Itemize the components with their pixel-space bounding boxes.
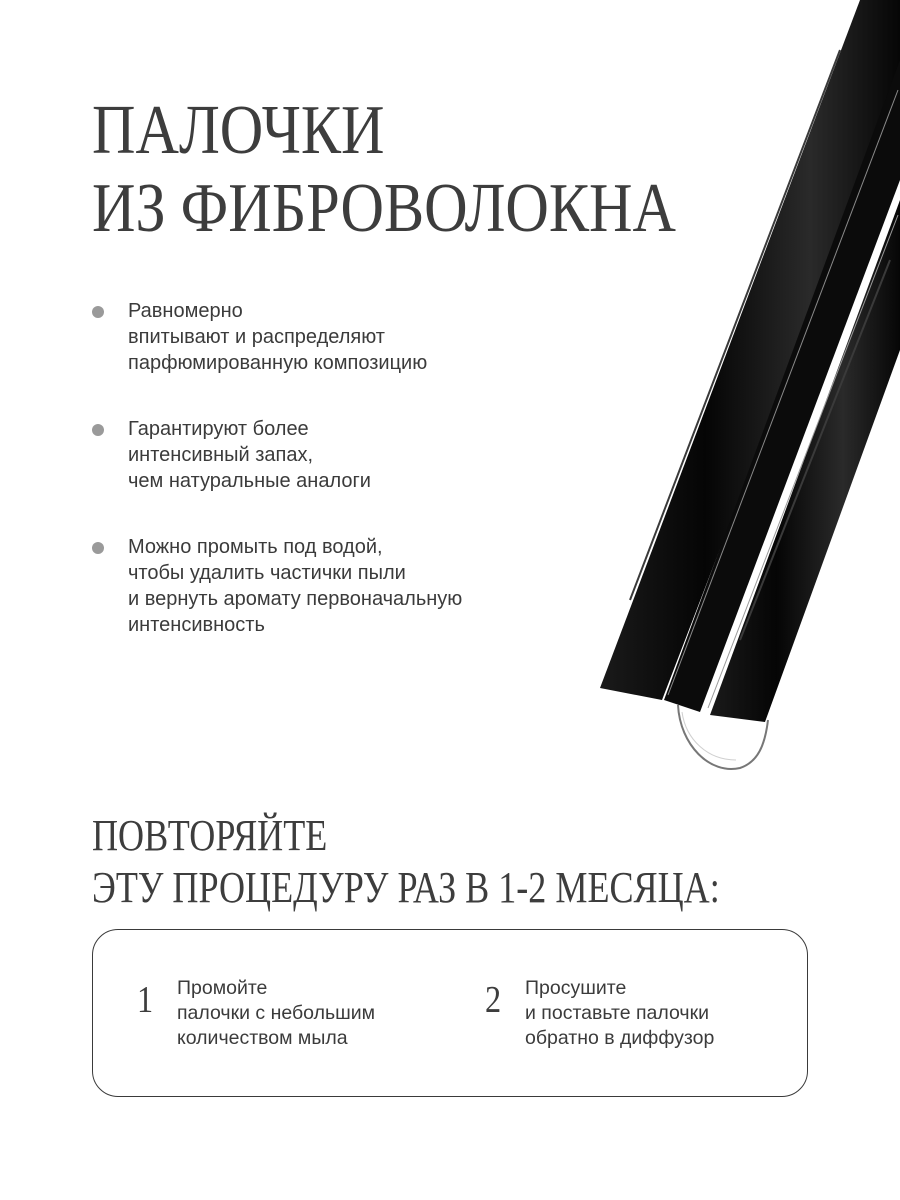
feature-text: Равномерно xyxy=(128,300,243,322)
feature-item xyxy=(92,534,572,638)
step-number: 1 xyxy=(137,979,154,1021)
step-number: 2 xyxy=(485,979,502,1021)
bullet-dot-icon xyxy=(92,542,104,554)
feature-text: впитывают и распределяют xyxy=(128,326,385,348)
instructions-title-line-1: ПОВТОРЯЙТЕ xyxy=(92,811,328,860)
step-text-line: палочки с небольшим xyxy=(177,1002,376,1024)
step-1 xyxy=(137,976,375,1051)
feature-item xyxy=(92,298,572,376)
feature-text: парфюмированную композицию xyxy=(128,352,428,374)
instructions-title-line-2: ЭТУ ПРОЦЕДУРУ РАЗ В 1-2 МЕСЯЦА: xyxy=(92,863,720,912)
feature-text: и вернуть аромату первоначальную xyxy=(128,588,463,610)
feature-list xyxy=(92,298,572,678)
step-text-line: обратно в диффузор xyxy=(525,1027,715,1049)
feature-text: чем натуральные аналоги xyxy=(128,470,371,492)
bullet-dot-icon xyxy=(92,306,104,318)
step-text-line: количеством мыла xyxy=(177,1027,348,1049)
step-text xyxy=(177,976,375,1051)
title-line-1: ПАЛОЧКИ xyxy=(92,92,385,169)
reed-sticks-image xyxy=(590,0,900,790)
feature-item xyxy=(92,416,572,494)
page-title xyxy=(92,92,676,248)
step-2 xyxy=(485,976,714,1051)
step-text-line: и поставьте палочки xyxy=(525,1002,709,1024)
feature-text: интенсивность xyxy=(128,614,265,636)
feature-text: интенсивный запах, xyxy=(128,444,314,466)
instructions-title xyxy=(92,810,720,914)
bullet-dot-icon xyxy=(92,424,104,436)
title-line-2: ИЗ ФИБРОВОЛОКНА xyxy=(92,170,677,247)
step-text-line: Промойте xyxy=(177,977,268,999)
feature-text: чтобы удалить частички пыли xyxy=(128,562,406,584)
instructions-card xyxy=(92,929,808,1097)
step-text-line: Просушите xyxy=(525,977,627,999)
feature-text: Гарантируют более xyxy=(128,418,309,440)
feature-text: Можно промыть под водой, xyxy=(128,536,383,558)
step-text xyxy=(525,976,714,1051)
